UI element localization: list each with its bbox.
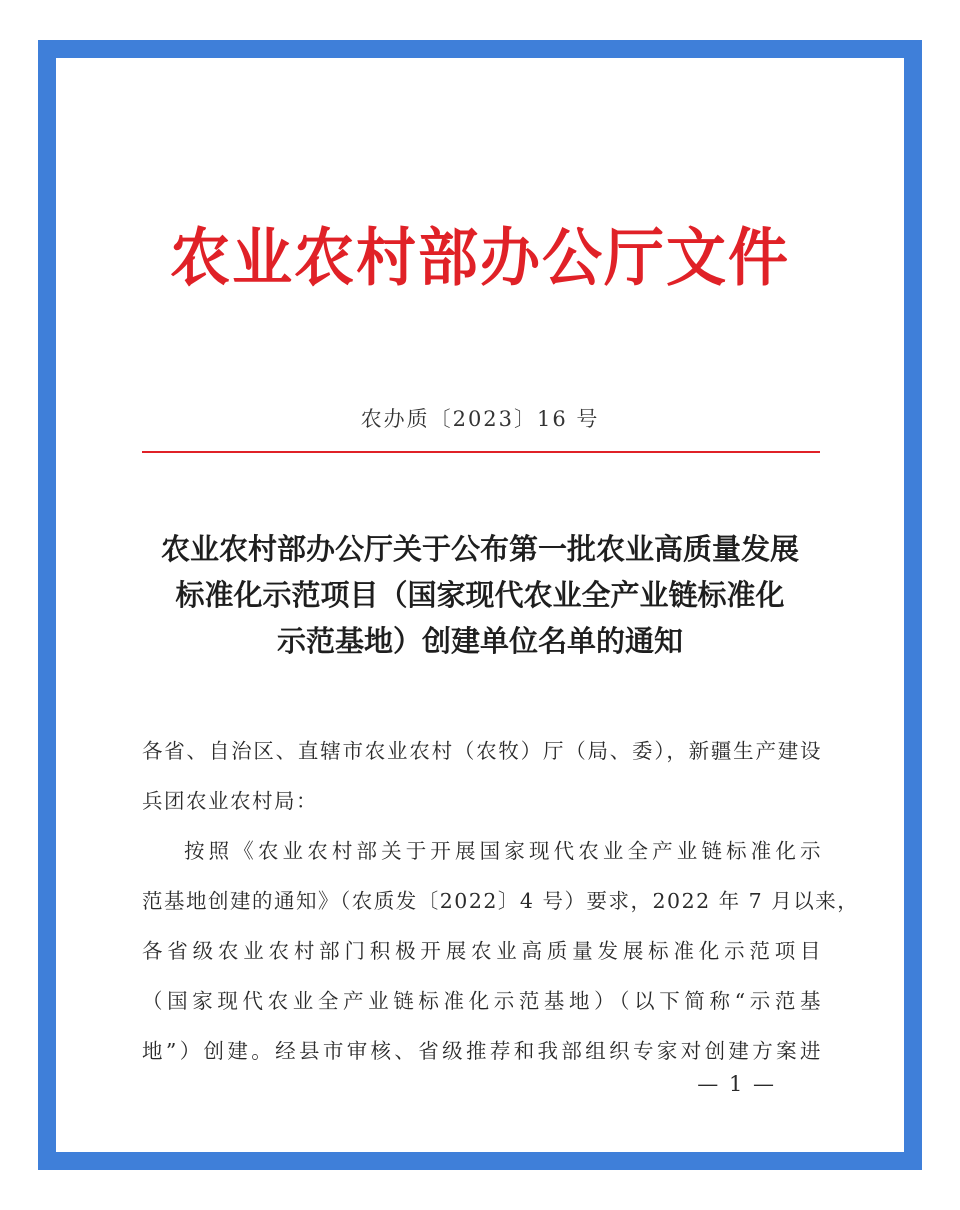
body-line-addressee: 各省、自治区、直辖市农业农村（农牧）厅（局、委），新疆生产建设 — [142, 739, 822, 763]
notice-title-line: 示范基地）创建单位名单的通知 — [276, 624, 683, 658]
document-number: 农办质〔2023〕16 号 — [360, 407, 600, 431]
body-line: 各省级农业农村部门积极开展农业高质量发展标准化示范项目 — [142, 939, 822, 963]
document-page — [56, 58, 904, 1152]
body-line: 范基地创建的通知》（农质发〔2022〕4 号）要求，2022 年 7 月以来， — [142, 889, 860, 913]
notice-title-line: 标准化示范项目（国家现代农业全产业链标准化 — [175, 578, 785, 612]
red-divider-line — [142, 451, 820, 453]
body-line: 地”）创建。经县市审核、省级推荐和我部组织专家对创建方案进 — [142, 1039, 822, 1063]
notice-body — [142, 726, 860, 1076]
body-line: 按照《农业农村部关于开展国家现代农业全产业链标准化示 — [184, 839, 822, 863]
notice-title — [116, 526, 844, 664]
body-line-addressee-cont: 兵团农业农村局： — [142, 789, 318, 813]
document-frame — [38, 40, 922, 1170]
page-number: — 1 — — [697, 1072, 776, 1096]
body-line: （国家现代农业全产业链标准化示范基地）（以下简称“示范基 — [142, 989, 822, 1013]
document-header-title: 农业农村部办公厅文件 — [170, 221, 790, 295]
notice-title-line: 农业农村部办公厅关于公布第一批农业高质量发展 — [160, 532, 799, 566]
